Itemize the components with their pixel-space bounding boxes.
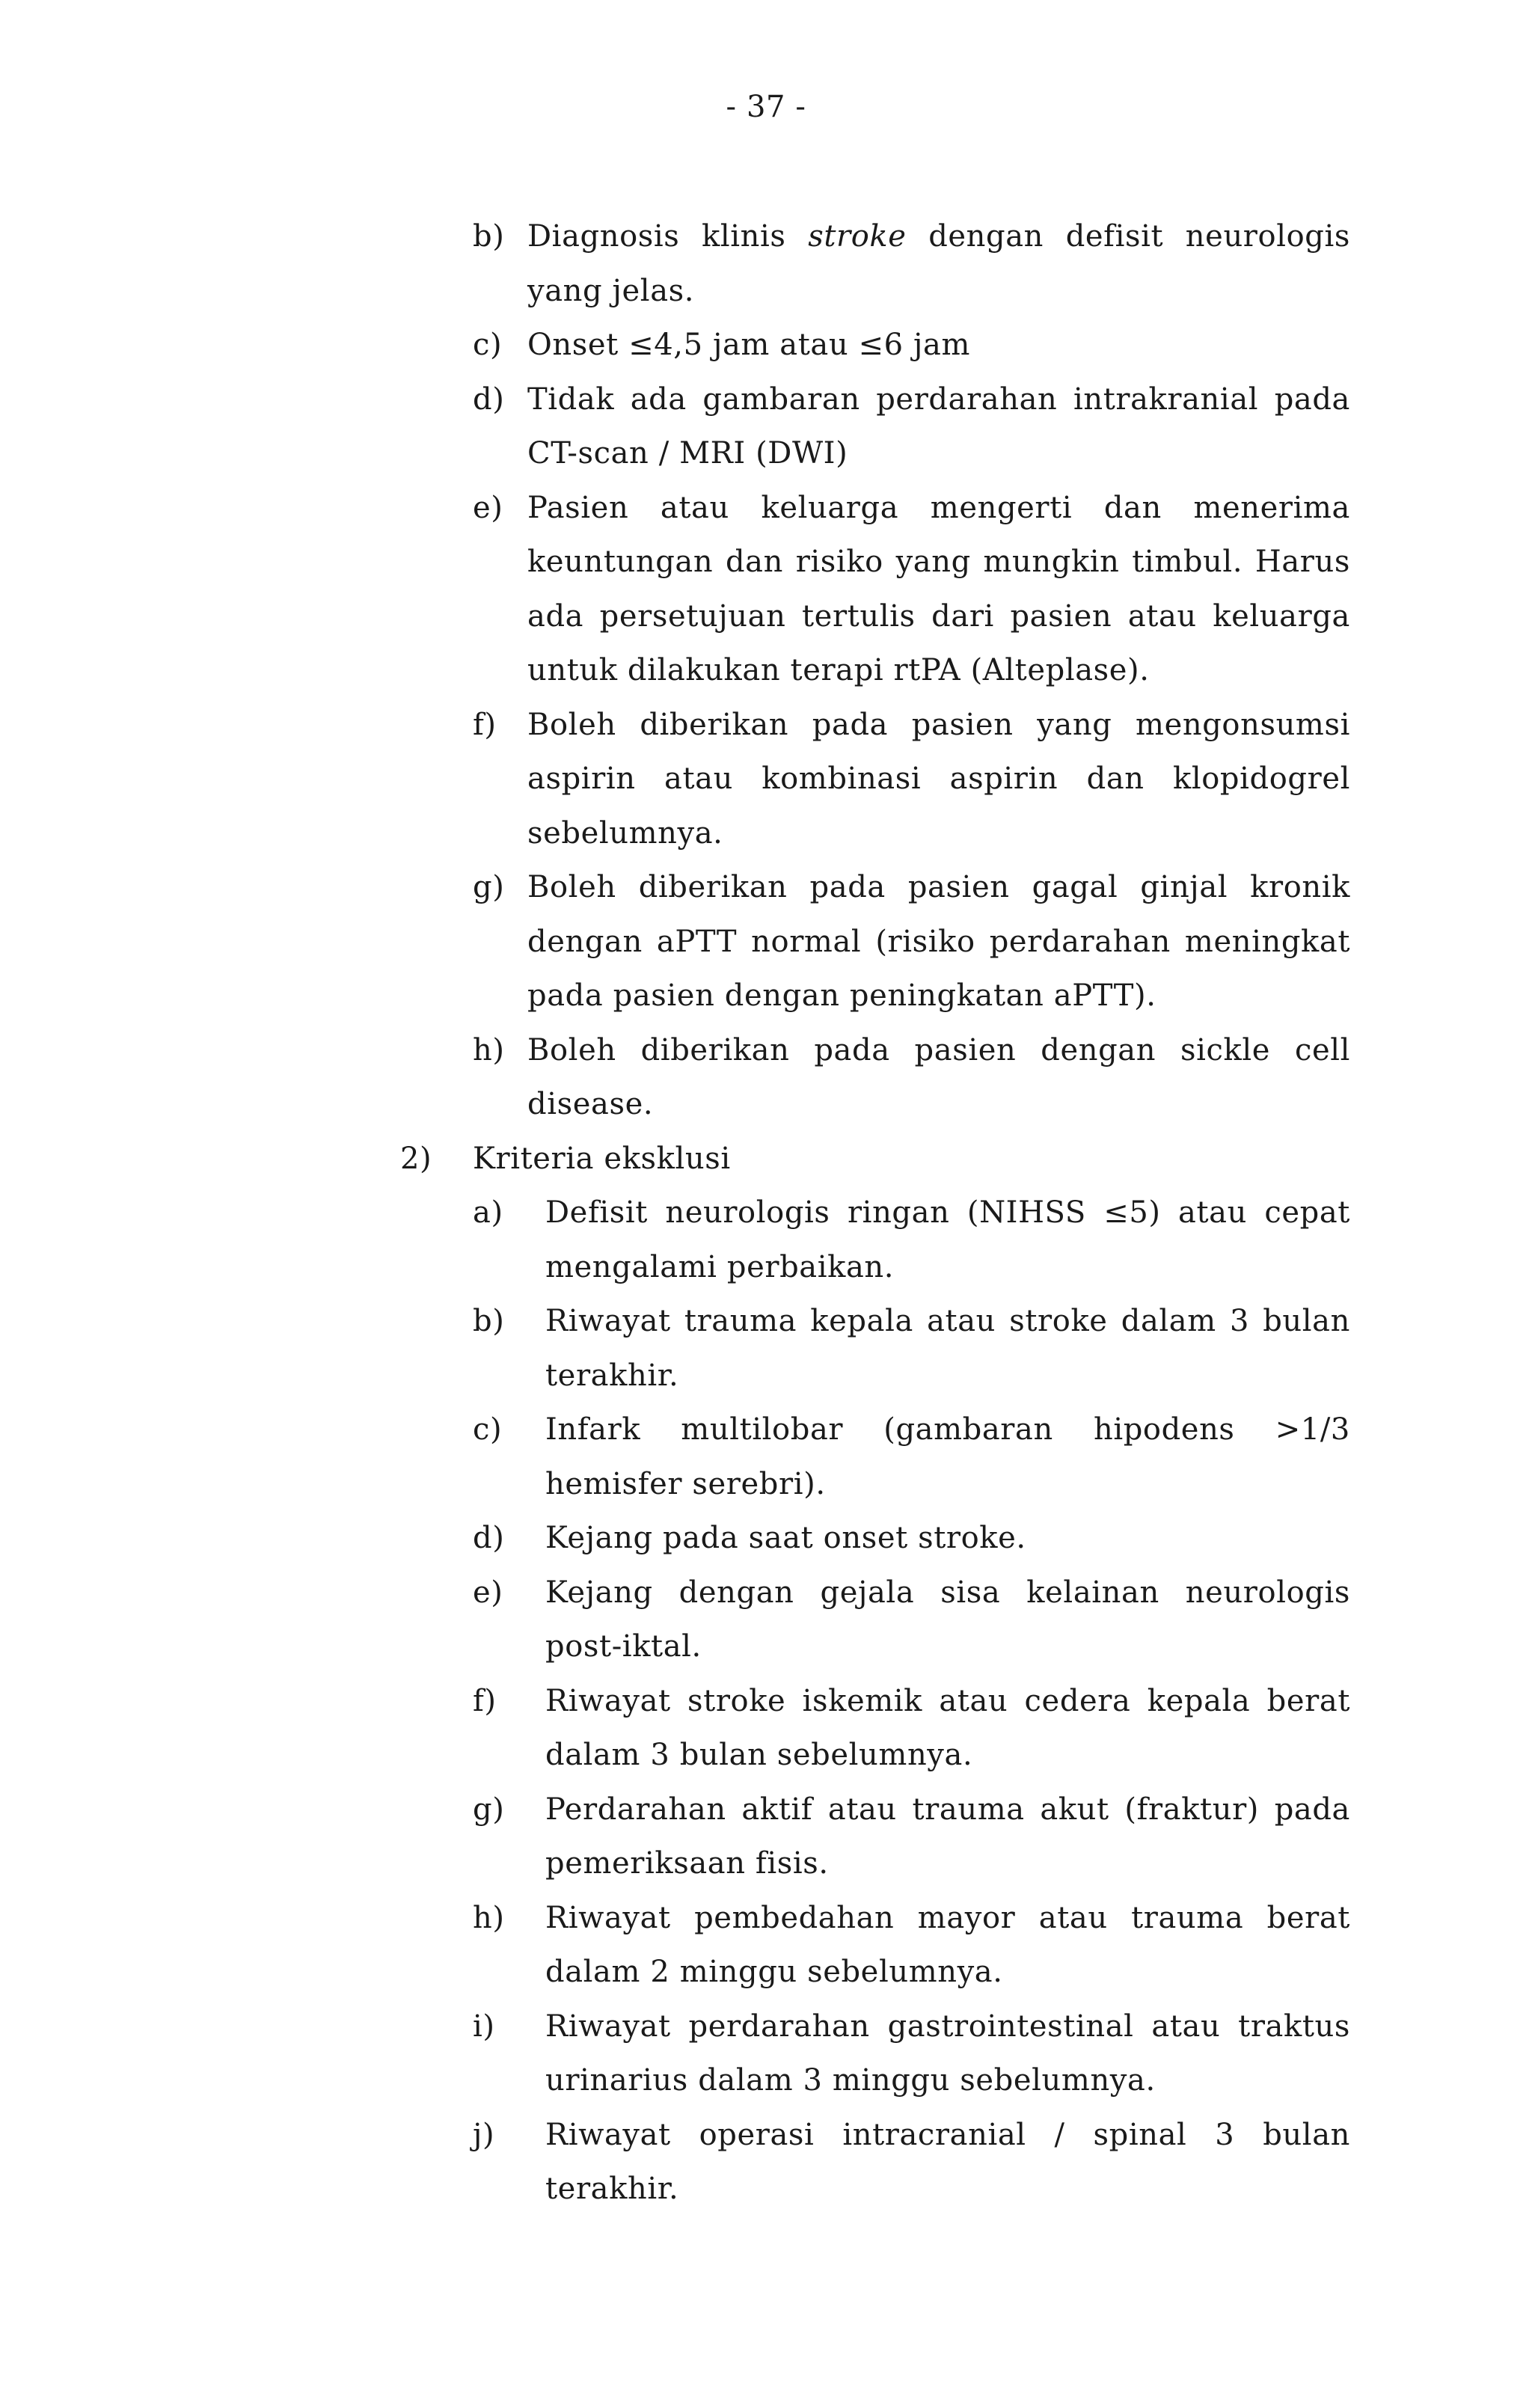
list-item bbox=[400, 373, 1350, 481]
list-item-text: Pasien atau keluarga mengerti dan menerima keuntungan dan risiko yang mungkin timbul. Harus ada persetujuan tertulis dari pasien atau keluarga untuk dilakukan terapi rtPA (Alteplase). bbox=[527, 490, 1350, 687]
list-item-label: b) bbox=[473, 219, 505, 254]
list-item-label: e) bbox=[473, 490, 503, 525]
list-item bbox=[400, 1403, 1350, 1511]
document-body bbox=[400, 209, 1350, 2216]
list-item-label: d) bbox=[473, 382, 505, 417]
list-item-text: Perdarahan aktif atau trauma akut (fraktur) pada pemeriksaan fisis. bbox=[545, 1792, 1350, 1881]
list-item-text: Boleh diberikan pada pasien dengan sickle cell disease. bbox=[527, 1032, 1350, 1121]
list-item bbox=[400, 1566, 1350, 1674]
list-item bbox=[400, 1891, 1350, 2000]
section-title: Kriteria eksklusi bbox=[473, 1141, 731, 1176]
list-item-text: Riwayat operasi intracranial / spinal 3 bulan terakhir. bbox=[545, 2117, 1350, 2206]
section-number: 2) bbox=[400, 1141, 432, 1176]
list-item bbox=[400, 698, 1350, 861]
list-item bbox=[400, 2000, 1350, 2108]
list-item-label: i) bbox=[473, 2009, 495, 2044]
list-item-label: f) bbox=[473, 707, 497, 742]
list-item-text: Onset ≤4,5 jam atau ≤6 jam bbox=[527, 328, 970, 362]
list-item-label: h) bbox=[473, 1032, 505, 1067]
list-item-label: f) bbox=[473, 1683, 497, 1718]
list-item-label: d) bbox=[473, 1521, 505, 1555]
list-item-text: Diagnosis klinis stroke dengan defisit neurologis yang jelas. bbox=[527, 219, 1351, 308]
list-item-text: Kejang dengan gejala sisa kelainan neurologis post-iktal. bbox=[545, 1575, 1350, 1664]
list-item-text: Kejang pada saat onset stroke. bbox=[545, 1521, 1026, 1555]
list-item bbox=[400, 1186, 1350, 1294]
list-item-label: e) bbox=[473, 1575, 503, 1610]
list-item-label: h) bbox=[473, 1900, 505, 1935]
list-item bbox=[400, 1511, 1350, 1566]
list-item bbox=[400, 1783, 1350, 1891]
list-item-text: Infark multilobar (gambaran hipodens >1/3 hemisfer serebri). bbox=[545, 1412, 1350, 1501]
list-item bbox=[400, 209, 1350, 318]
list-item-label: g) bbox=[473, 1792, 505, 1827]
list-item bbox=[400, 318, 1350, 373]
list-item-label: g) bbox=[473, 870, 505, 904]
list-item bbox=[400, 481, 1350, 698]
list-item bbox=[400, 2108, 1350, 2216]
list-item-text: Riwayat stroke iskemik atau cedera kepala berat dalam 3 bulan sebelumnya. bbox=[545, 1683, 1350, 1772]
list-item-label: a) bbox=[473, 1195, 503, 1230]
page-number: - 37 - bbox=[726, 90, 806, 124]
list-item bbox=[400, 1023, 1350, 1132]
list-item-label: b) bbox=[473, 1304, 505, 1338]
list-item-text: Riwayat perdarahan gastrointestinal atau traktus urinarius dalam 3 minggu sebelumnya. bbox=[545, 2009, 1350, 2098]
list-item bbox=[400, 1294, 1350, 1403]
section-heading bbox=[400, 1132, 1350, 1186]
list-item-text: Boleh diberikan pada pasien gagal ginjal kronik dengan aPTT normal (risiko perdarahan meningkat pada pasien dengan peningkatan aPTT). bbox=[527, 870, 1350, 1013]
list-item-text: Tidak ada gambaran perdarahan intrakranial pada CT-scan / MRI (DWI) bbox=[527, 382, 1350, 471]
list-item bbox=[400, 1674, 1350, 1783]
list-item-text: Defisit neurologis ringan (NIHSS ≤5) atau cepat mengalami perbaikan. bbox=[545, 1195, 1350, 1284]
list-item-text: Riwayat trauma kepala atau stroke dalam 3 bulan terakhir. bbox=[545, 1304, 1350, 1393]
list-item-label: c) bbox=[473, 328, 503, 362]
list-item-label: j) bbox=[473, 2117, 495, 2152]
list-item-text: Boleh diberikan pada pasien yang mengonsumsi aspirin atau kombinasi aspirin dan klopidogrel sebelumnya. bbox=[527, 707, 1350, 851]
list-item-text: Riwayat pembedahan mayor atau trauma berat dalam 2 minggu sebelumnya. bbox=[545, 1900, 1350, 1989]
list-item bbox=[400, 860, 1350, 1023]
list-item-label: c) bbox=[473, 1412, 503, 1447]
